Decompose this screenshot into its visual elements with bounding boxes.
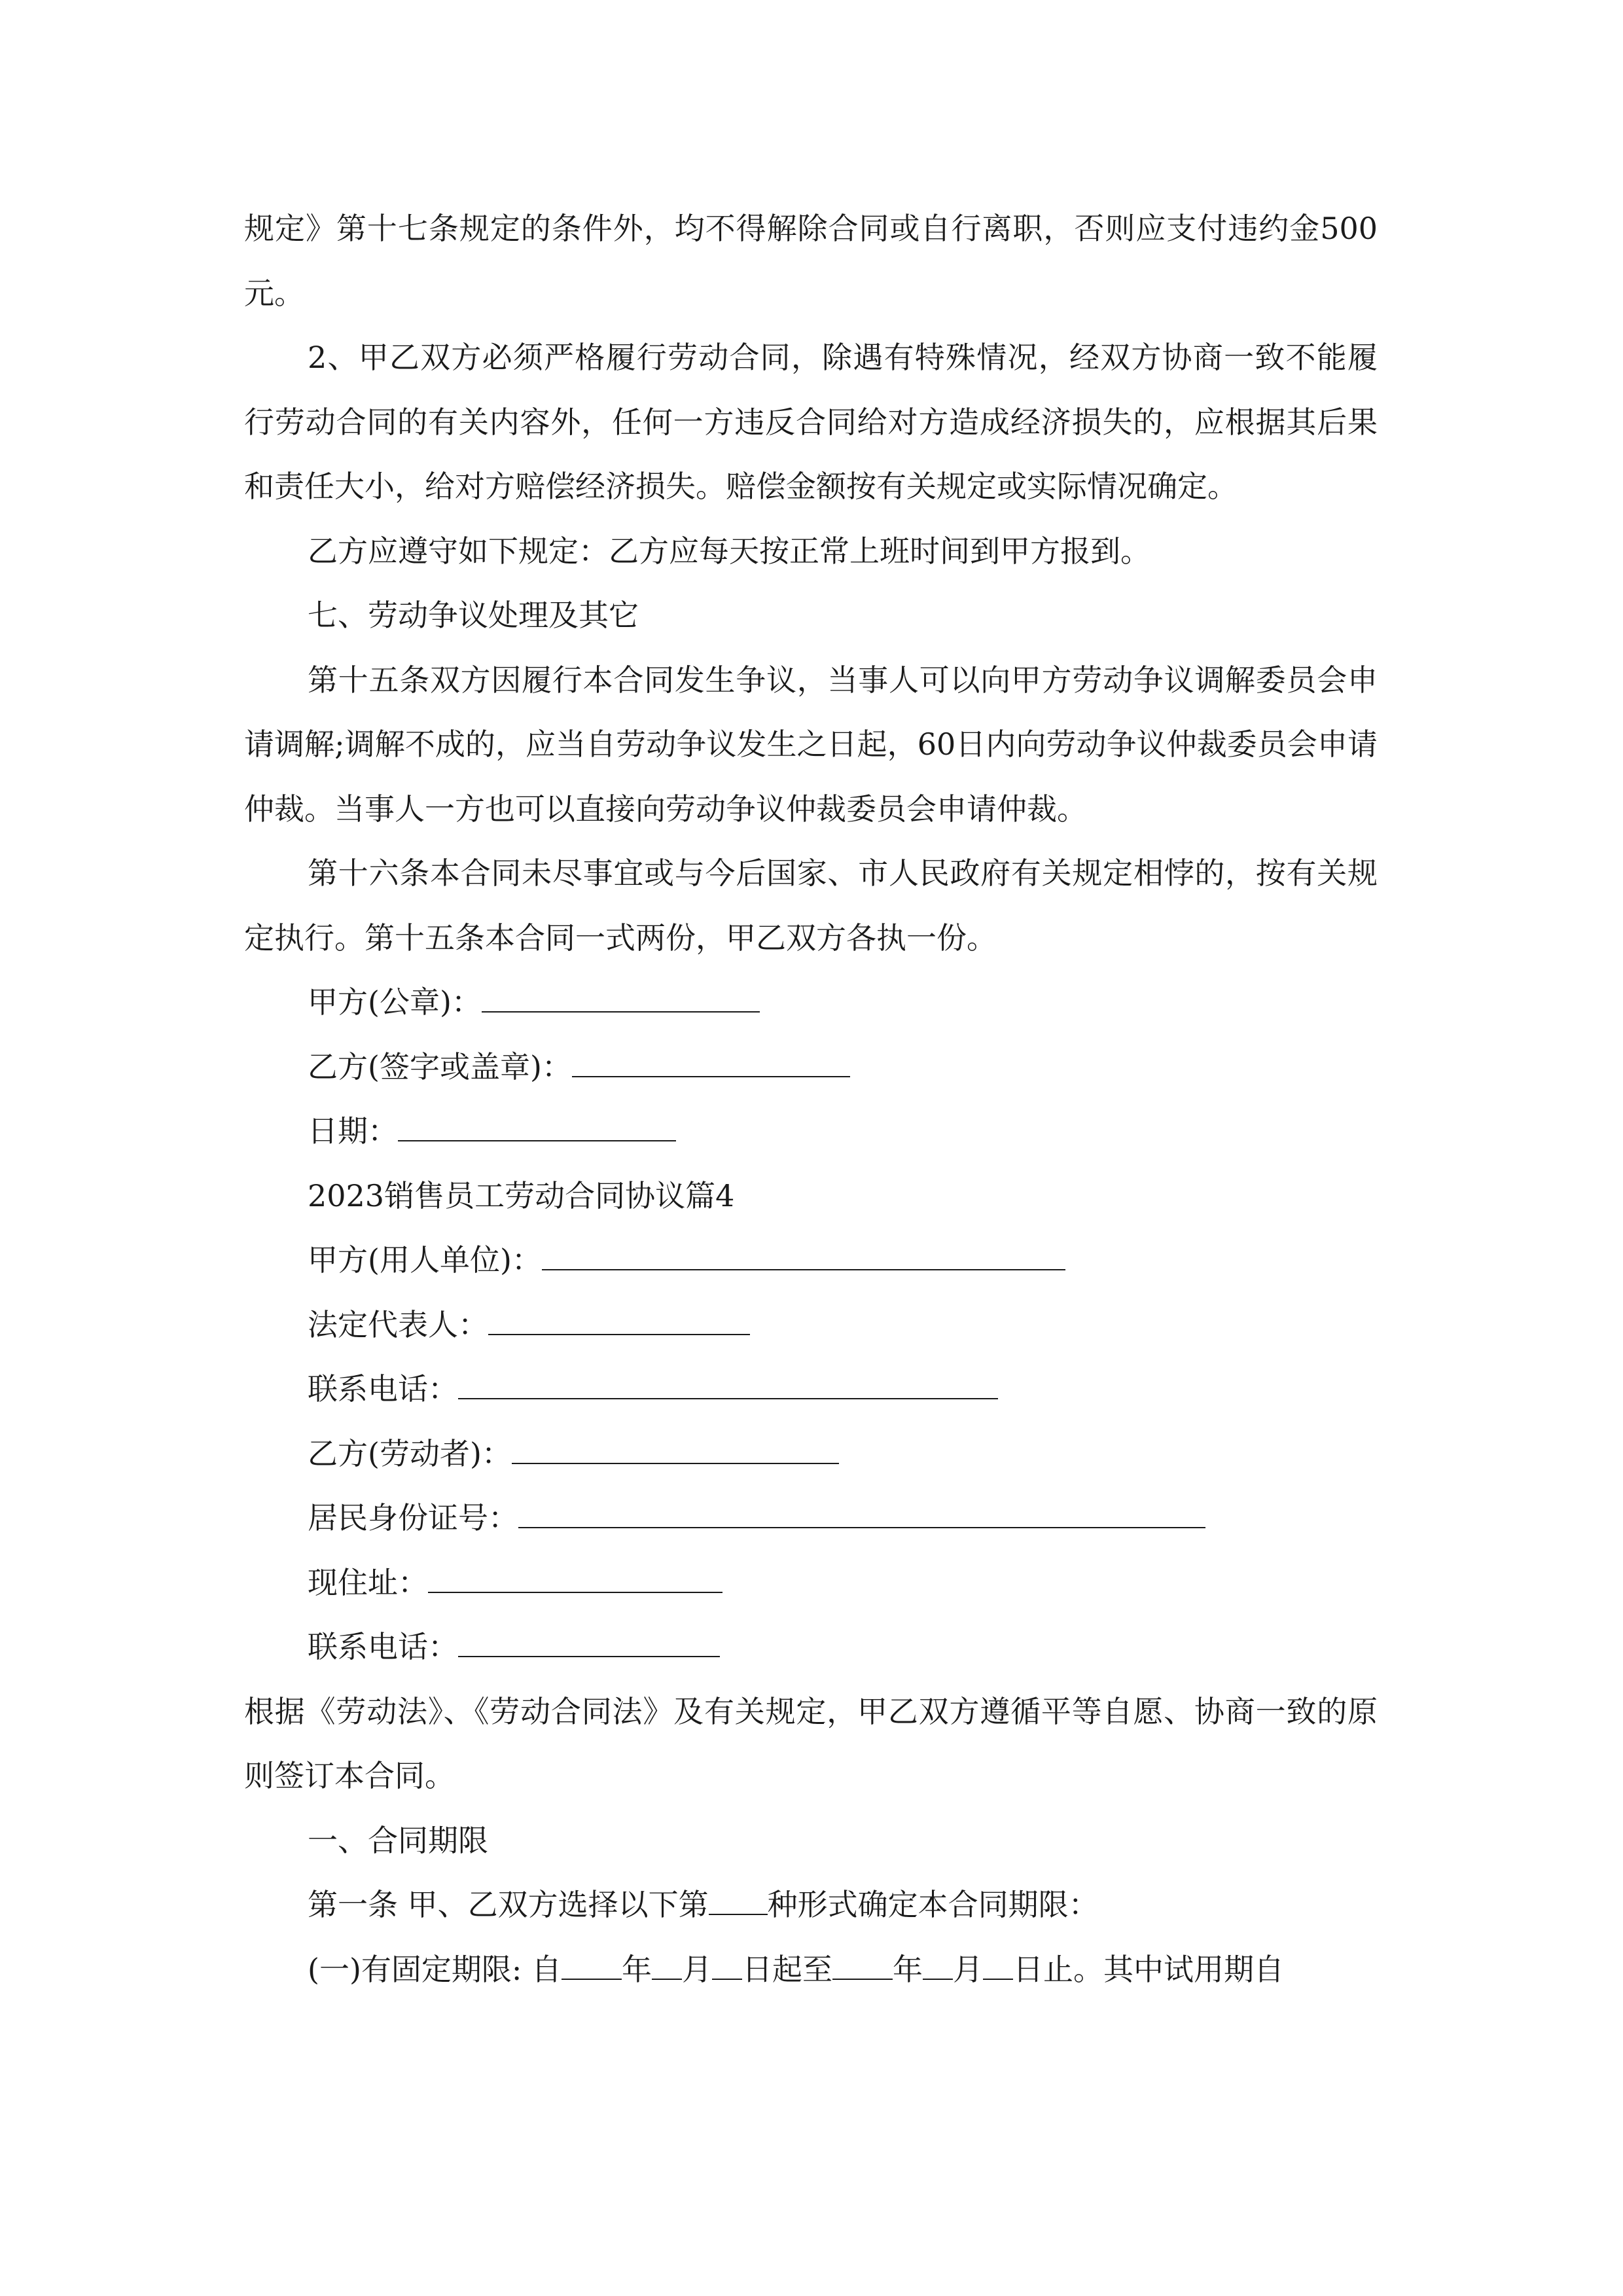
phone-b-blank[interactable] [458, 1631, 720, 1657]
paragraph-compensation: 2、甲乙双方必须严格履行劳动合同，除遇有特殊情况，经双方协商一致不能履行劳动合同的有关内容外，任何一方违反合同给对方造成经济损失的，应根据其后果和责任大小，给对方赔偿经济损失。赔偿金额按有关规定或实际情况确定。 [244, 340, 1378, 504]
field-address [244, 1551, 1378, 1615]
phone-a-blank[interactable] [458, 1373, 998, 1399]
paragraph-attendance: 乙方应遵守如下规定：乙方应每天按正常上班时间到甲方报到。 [308, 533, 1150, 569]
legal-rep-blank[interactable] [488, 1309, 750, 1335]
employee-label: 乙方(劳动者)： [308, 1435, 512, 1471]
employer-blank[interactable] [542, 1244, 1065, 1270]
fixed-term-prefix: (一)有固定期限: 自 [308, 1951, 562, 1987]
start-year-label: 年 [622, 1951, 652, 1987]
field-phone-a [244, 1357, 1378, 1422]
start-month-label: 月 [682, 1951, 713, 1987]
start-day-blank[interactable] [712, 1954, 742, 1980]
end-day-label: 日止。其中试用期自 [1013, 1951, 1285, 1987]
address-label: 现住址： [308, 1564, 428, 1600]
employer-label: 甲方(用人单位)： [308, 1242, 542, 1278]
section-title: 2023销售员工劳动合同协议篇4 [308, 1177, 735, 1213]
field-phone-b [244, 1615, 1378, 1679]
start-day-label: 日起至 [742, 1951, 833, 1987]
end-day-blank[interactable] [983, 1954, 1013, 1980]
party-a-seal-label: 甲方(公章)： [308, 984, 482, 1020]
field-employee [244, 1422, 1378, 1486]
address-blank[interactable] [428, 1567, 722, 1593]
heading-contract-term: 一、合同期限 [308, 1822, 488, 1858]
legal-rep-label: 法定代表人： [308, 1306, 488, 1342]
paragraph-article-15: 第十五条双方因履行本合同发生争议，当事人可以向甲方劳动争议调解委员会申请调解;调解不成的，应当自劳动争议发生之日起，60日内向劳动争议仲裁委员会申请仲裁。当事人一方也可以直接向劳动争议仲裁委员会申请仲裁。 [244, 662, 1378, 827]
end-year-label: 年 [893, 1951, 923, 1987]
signature-party-a [244, 970, 1378, 1035]
paragraph-preamble: 根据《劳动法》、《劳动合同法》及有关规定，甲乙双方遵循平等自愿、协商一致的原则签订本合同。 [244, 1693, 1378, 1793]
start-month-blank[interactable] [652, 1954, 682, 1980]
end-month-label: 月 [953, 1951, 984, 1987]
date-label: 日期： [308, 1113, 398, 1149]
paragraph-penalty: 规定》第十七条规定的条件外，均不得解除合同或自行离职，否则应支付违约金500元。 [244, 211, 1378, 311]
date-blank[interactable] [398, 1115, 676, 1141]
article-1-prefix: 第一条 甲、乙双方选择以下第 [308, 1887, 709, 1922]
employee-blank[interactable] [512, 1438, 839, 1464]
end-year-blank[interactable] [832, 1954, 893, 1980]
paragraph-article-16: 第十六条本合同未尽事宜或与今后国家、市人民政府有关规定相悖的，按有关规定执行。第十五条本合同一式两份，甲乙双方各执一份。 [244, 855, 1378, 956]
section-heading-disputes: 七、劳动争议处理及其它 [308, 598, 639, 633]
fixed-term-line [244, 1937, 1378, 2002]
field-employer [244, 1228, 1378, 1293]
id-number-blank[interactable] [518, 1502, 1205, 1528]
field-id-number [244, 1486, 1378, 1551]
start-year-blank[interactable] [562, 1954, 622, 1980]
signature-party-b [244, 1035, 1378, 1100]
document-body [244, 196, 1378, 2001]
party-a-seal-blank[interactable] [482, 986, 760, 1013]
signature-date [244, 1099, 1378, 1164]
party-b-sign-blank[interactable] [572, 1051, 850, 1077]
field-legal-rep [244, 1293, 1378, 1357]
phone-a-label: 联系电话： [308, 1371, 458, 1407]
party-b-sign-label: 乙方(签字或盖章)： [308, 1049, 572, 1085]
article-1-line [244, 1873, 1378, 1937]
end-month-blank[interactable] [923, 1954, 953, 1980]
article-1-suffix: 种形式确定本合同期限： [767, 1887, 1099, 1922]
id-number-label: 居民身份证号： [308, 1500, 518, 1535]
article-1-choice-blank[interactable] [709, 1889, 768, 1915]
phone-b-label: 联系电话： [308, 1629, 458, 1664]
